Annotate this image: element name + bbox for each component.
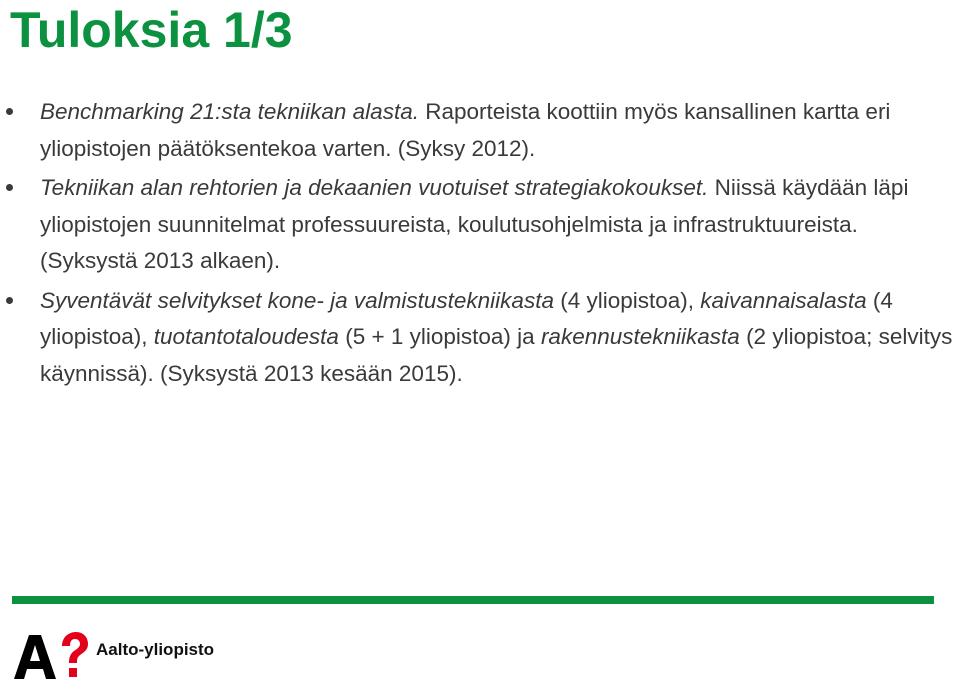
bullet-dot-icon [6,108,13,115]
bullet-3-text-2: (4 yliopistoa), [40,287,893,349]
bullet-3-italic-text-3: tuotantotaloudesta [153,324,339,349]
bullet-dot-icon [6,297,13,304]
bullet-3-italic-text-4: rakennustekniikasta [540,324,740,349]
slide-title: Tuloksia 1/3 [10,2,293,58]
bullet-1-text: Raporteista koottiin myös kansallinen kartta eri yliopistojen päätöksentekoa varten. (Syksy 2012). [40,99,891,161]
bullet-3-italic-text-1: Syventävät selvitykset kone- ja valmistustekniikasta [40,287,554,313]
footer-divider [12,596,934,604]
aalto-logo-icon [12,632,88,680]
bullet-3-italic-text-2: kaivannaisalasta [700,287,867,313]
bullet-item-2 [0,170,960,280]
bullet-2-text: Niissä käydään läpi yliopistojen suunnitelmat professuureista, koulutusohjelmista ja infrastruktuureista. (Syksystä 2013 alkaen). [40,175,909,273]
bullet-3-text-1: (4 yliopistoa), [553,287,701,313]
bullet-2-italic-text: Tekniikan alan rehtorien ja dekaanien vuotuiset strategiakokoukset. [40,175,709,200]
bullet-1-italic-text: Benchmarking 21:sta tekniikan alasta. [40,99,419,124]
bullet-3-text-4: (2 yliopistoa; selvitys käynnissä). (Syksystä 2013 kesään 2015). [40,324,953,386]
bullet-list [0,94,960,395]
logo-text: Aalto-yliopisto [96,640,215,659]
bullet-3-text-3: (5 + 1 yliopistoa) ja [338,324,541,349]
bullet-item-1 [0,94,960,167]
bullet-item-3 [0,283,960,393]
bullet-dot-icon [6,184,13,191]
